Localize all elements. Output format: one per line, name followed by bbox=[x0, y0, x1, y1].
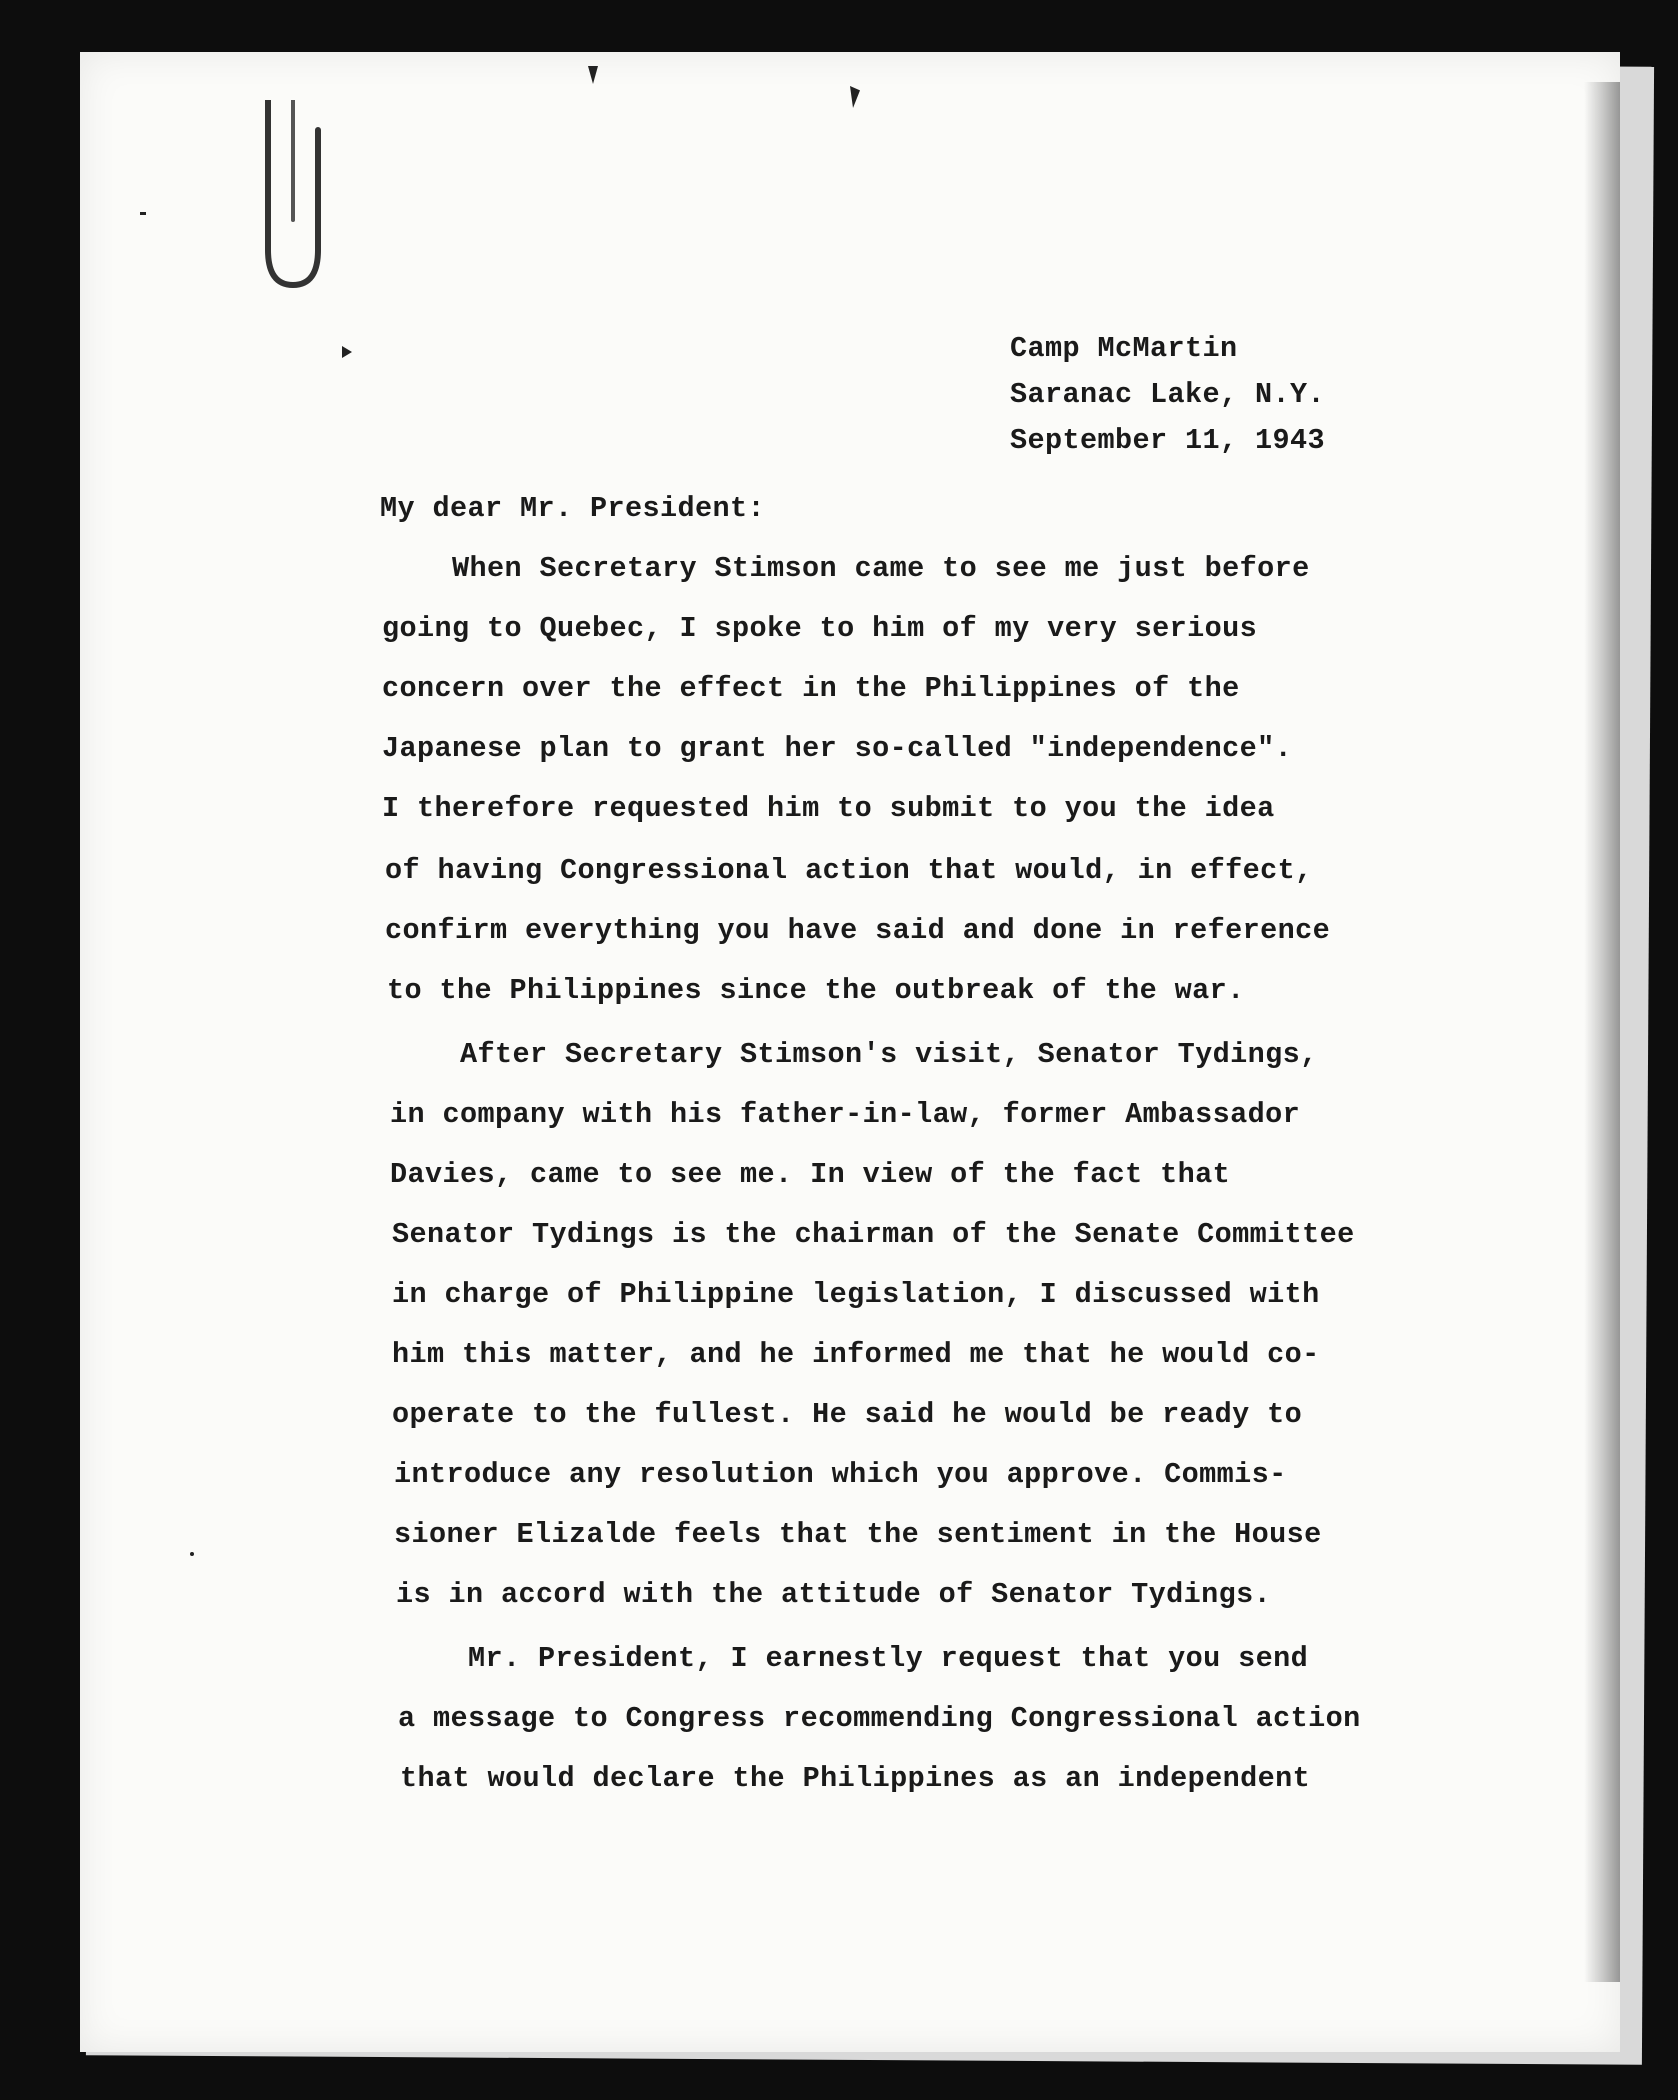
body-line: Davies, came to see me. In view of the fact that bbox=[390, 1158, 1231, 1191]
date-line: September 11, 1943 bbox=[1010, 424, 1326, 457]
body-line: in company with his father-in-law, former Ambassador bbox=[390, 1098, 1301, 1131]
body-line: that would declare the Philippines as an independent bbox=[400, 1762, 1311, 1795]
body-line: a message to Congress recommending Congressional action bbox=[398, 1702, 1361, 1735]
body-line: introduce any resolution which you approve. Commis- bbox=[394, 1458, 1287, 1491]
body-line: When Secretary Stimson came to see me just before bbox=[452, 552, 1310, 585]
body-line: is in accord with the attitude of Senator Tydings. bbox=[396, 1578, 1272, 1611]
body-line: confirm everything you have said and done in reference bbox=[385, 914, 1331, 947]
body-line: concern over the effect in the Philippines of the bbox=[382, 672, 1240, 705]
body-line: sioner Elizalde feels that the sentiment in the House bbox=[394, 1518, 1322, 1551]
body-line: operate to the fullest. He said he would be ready to bbox=[392, 1398, 1303, 1431]
body-line: Mr. President, I earnestly request that you send bbox=[468, 1642, 1309, 1675]
body-line: Senator Tydings is the chairman of the Senate Committee bbox=[392, 1218, 1355, 1251]
letter-page bbox=[80, 52, 1620, 2052]
body-line: to the Philippines since the outbreak of the war. bbox=[387, 974, 1245, 1007]
body-line: him this matter, and he informed me that he would co- bbox=[392, 1338, 1320, 1371]
body-line: going to Quebec, I spoke to him of my very serious bbox=[382, 612, 1258, 645]
body-line: in charge of Philippine legislation, I discussed with bbox=[392, 1278, 1320, 1311]
address-block bbox=[1010, 326, 1325, 464]
body-line: After Secretary Stimson's visit, Senator Tydings, bbox=[460, 1038, 1318, 1071]
letter-text bbox=[80, 52, 1620, 2052]
body-line: of having Congressional action that would, in effect, bbox=[385, 854, 1313, 887]
body-line: Japanese plan to grant her so-called "independence". bbox=[382, 732, 1293, 765]
address-line: Saranac Lake, N.Y. bbox=[1010, 378, 1326, 411]
address-line: Camp McMartin bbox=[1010, 332, 1238, 365]
salutation: My dear Mr. President: bbox=[380, 492, 766, 525]
body-line: I therefore requested him to submit to you the idea bbox=[382, 792, 1275, 825]
